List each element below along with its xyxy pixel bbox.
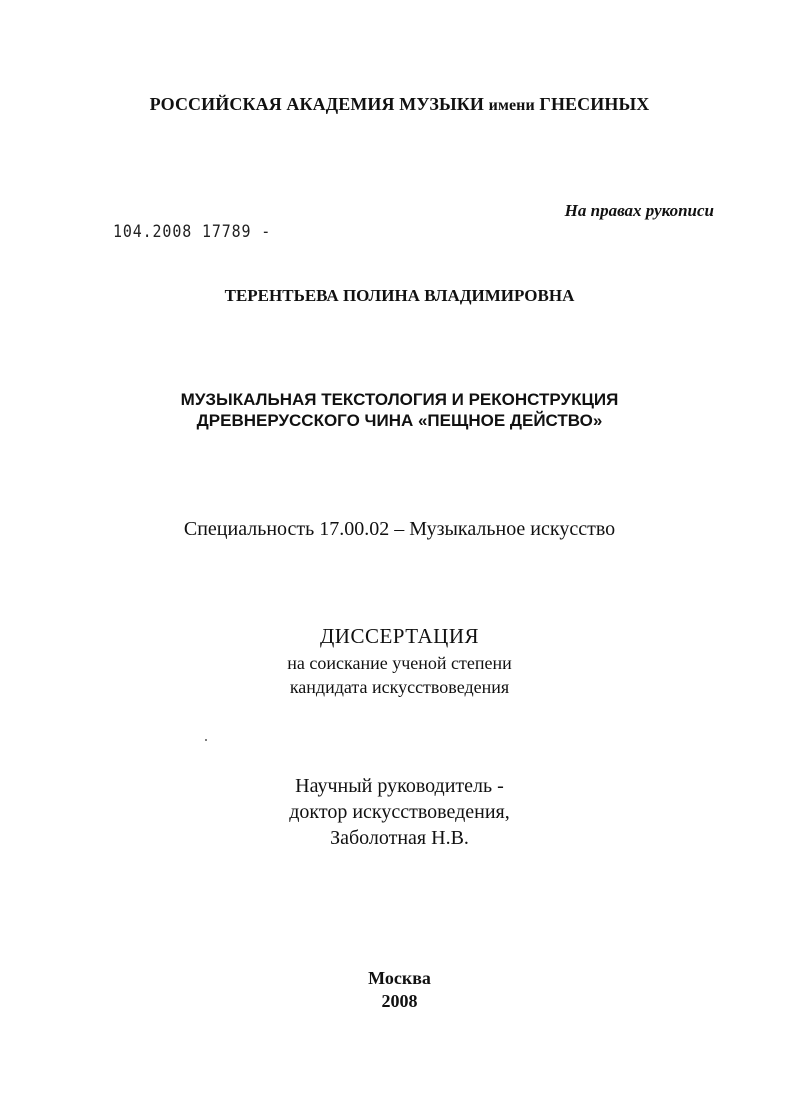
city: Москва bbox=[368, 968, 431, 988]
institution-header bbox=[0, 94, 799, 115]
document-type: ДИССЕРТАЦИЯ bbox=[319, 624, 480, 648]
supervisor-name: Заболотная Н.В. bbox=[330, 827, 469, 849]
dissertation-title bbox=[0, 389, 799, 431]
degree-line-1: на соискание ученой степени bbox=[287, 653, 512, 673]
supervisor-degree: доктор искусствоведения, bbox=[289, 801, 510, 823]
title-line-2: ДРЕВНЕРУССКОГО ЧИНА «ПЕЩНОЕ ДЕЙСТВО» bbox=[196, 411, 603, 430]
supervisor-label: Научный руководитель - bbox=[295, 775, 504, 797]
year: 2008 bbox=[381, 991, 418, 1011]
author-name: ТЕРЕНТЬЕВА ПОЛИНА ВЛАДИМИРОВНА bbox=[224, 286, 575, 305]
manuscript-note: На правах рукописи bbox=[564, 201, 714, 220]
institution-main: РОССИЙСКАЯ АКАДЕМИЯ МУЗЫКИ bbox=[149, 94, 485, 114]
institution-imeni: имени bbox=[488, 97, 535, 114]
registration-stamp: 104.2008 17789 - bbox=[113, 222, 272, 242]
specialty: Специальность 17.00.02 – Музыкальное искусство bbox=[183, 518, 616, 540]
title-line-1: МУЗЫКАЛЬНАЯ ТЕКСТОЛОГИЯ И РЕКОНСТРУКЦИЯ bbox=[180, 390, 619, 409]
institution-name: ГНЕСИНЫХ bbox=[539, 94, 650, 114]
degree-line-2: кандидата искусствоведения bbox=[289, 677, 510, 697]
scan-speck bbox=[205, 739, 207, 741]
